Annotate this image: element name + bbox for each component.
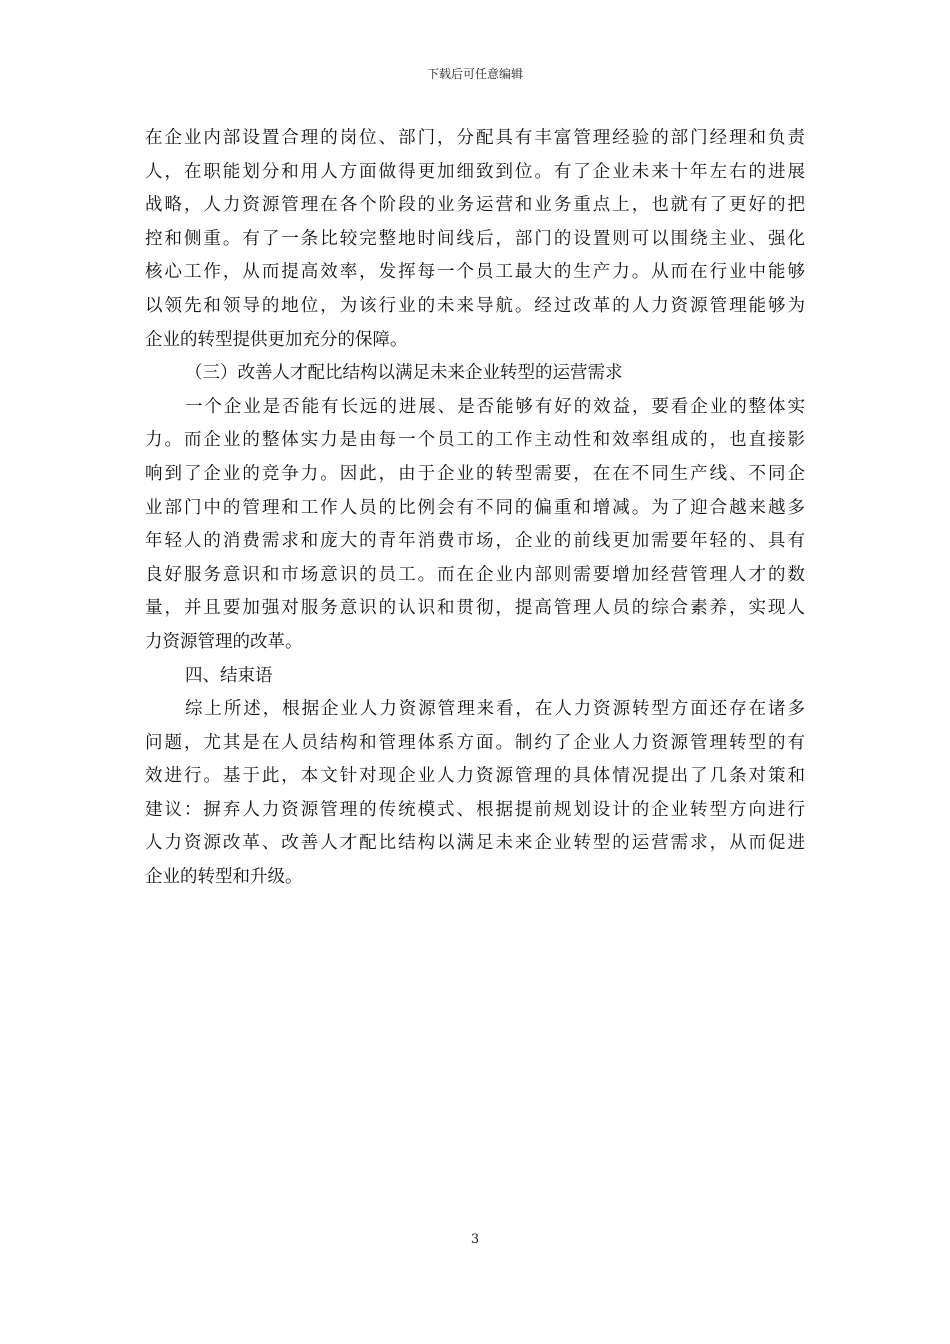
document-body bbox=[145, 122, 805, 895]
body-line: 人，在职能划分和用人方面做得更加细致到位。有了企业未来十年左右的进展 bbox=[145, 161, 805, 182]
body-line: 建议：摒弃人力资源管理的传统模式、根据提前规划设计的企业转型方向进行 bbox=[145, 799, 805, 820]
page-header: 下载后可任意编辑 bbox=[426, 67, 523, 81]
body-line: 在企业内部设置合理的岗位、部门，分配具有丰富管理经验的部门经理和负责 bbox=[145, 128, 805, 148]
section-heading: 四、结束语 bbox=[185, 665, 273, 686]
body-line: 以领先和领导的地位，为该行业的未来导航。经过改革的人力资源管理能够为 bbox=[145, 295, 805, 316]
body-line: 企业的转型和升级。 bbox=[145, 867, 303, 888]
body-line: 力资源管理的改革。 bbox=[145, 631, 303, 652]
body-line: 业部门中的管理和工作人员的比例会有不同的偏重和增减。为了迎合越来越多 bbox=[145, 497, 805, 518]
body-line: 战略，人力资源管理在各个阶段的业务运营和业务重点上，也就有了更好的把 bbox=[145, 195, 805, 216]
body-line: 控和侧重。有了一条比较完整地时间线后，部门的设置则可以围绕主业、强化 bbox=[145, 228, 805, 249]
body-line: 响到了企业的竞争力。因此，由于企业的转型需要，在在不同生产线、不同企 bbox=[145, 463, 805, 484]
page-number: 3 bbox=[470, 1232, 480, 1247]
body-line: 一个企业是否能有长远的进展、是否能够有好的效益，要看企业的整体实 bbox=[185, 396, 805, 417]
body-line: 核心工作，从而提高效率，发挥每一个员工最大的生产力。从而在行业中能够 bbox=[145, 262, 805, 283]
section-heading: （三）改善人才配比结构以满足未来企业转型的运营需求 bbox=[185, 363, 623, 384]
body-line: 人力资源改革、改善人才配比结构以满足未来企业转型的运营需求，从而促进 bbox=[145, 833, 805, 854]
body-line: 力。而企业的整体实力是由每一个员工的工作主动性和效率组成的，也直接影 bbox=[145, 430, 805, 451]
body-line: 良好服务意识和市场意识的员工。而在企业内部则需要增加经营管理人才的数 bbox=[145, 564, 805, 585]
body-line: 企业的转型提供更加充分的保障。 bbox=[145, 329, 408, 350]
body-line: 效进行。基于此，本文针对现企业人力资源管理的具体情况提出了几条对策和 bbox=[145, 766, 805, 787]
body-line: 量，并且要加强对服务意识的认识和贯彻，提高管理人员的综合素养，实现人 bbox=[145, 598, 805, 619]
body-line: 年轻人的消费需求和庞大的青年消费市场，企业的前线更加需要年轻的、具有 bbox=[145, 531, 805, 552]
body-line: 问题，尤其是在人员结构和管理体系方面。制约了企业人力资源管理转型的有 bbox=[145, 732, 805, 753]
body-line: 综上所述，根据企业人力资源管理来看，在人力资源转型方面还存在诸多 bbox=[185, 699, 805, 720]
